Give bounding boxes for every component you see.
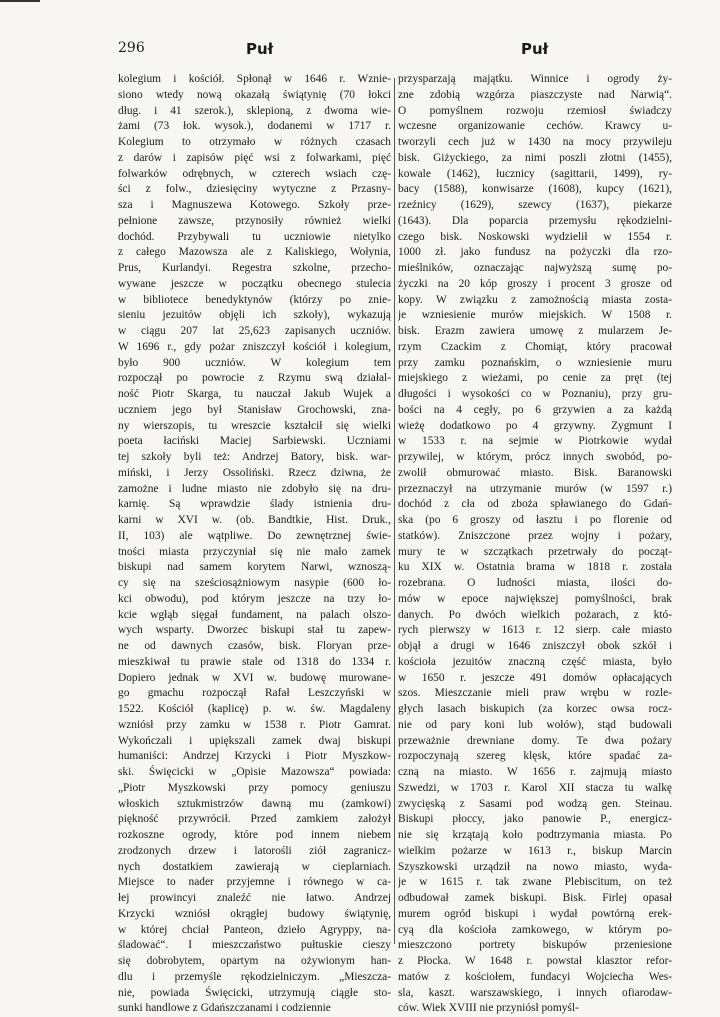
scan-edge-mark — [0, 0, 40, 2]
text-line: 1000 zł. jako fundusz na pożyczki dla rzo- — [398, 246, 672, 259]
text-line: rozkoszne ogrody, które pod innem niebem — [118, 829, 391, 841]
text-line: czego bisk. Noskowski wydzielił w 1554 r. — [398, 230, 672, 243]
text-line: kcie wgłąb sięgał fundament, na palach olszo- — [118, 608, 391, 621]
text-line: je w 1615 r. tak zwane Plebiscitum, on też — [398, 876, 672, 889]
text-line: z Płocka. W 1648 r. powstał klasztor refor- — [398, 955, 672, 967]
text-line: śladować“. I mieszczaństwo pułtuskie cieszy — [118, 939, 391, 952]
text-line: dlu i przemyśle rękodzielniczym. „Mieszcza- — [118, 970, 391, 983]
text-line: w 1533 r. na sejmie w Piotrkowie wydał — [398, 435, 672, 448]
text-line: rzeźnicy (1629), szewcy (1637), piekarze — [398, 199, 672, 211]
text-line: humaniści: Andrzej Krzycki i Piotr Myszkow- — [118, 750, 391, 763]
text-line: ku XIX w. Ostatnia brama w 1818 r. została — [398, 561, 672, 574]
text-line: głych lasach biskupich (za korzec owsa rocz- — [398, 703, 672, 715]
text-line: nie się krzątają koło podtrzymania miasta. Po — [398, 829, 672, 841]
text-line: W 1696 r., gdy pożar zniszczył kościół i kolegium, — [118, 340, 391, 353]
text-line: miejskiego z wieżami, po cenie za pręt (tej — [398, 372, 672, 385]
page-number: 296 — [118, 40, 145, 56]
text-line: dochód. Przybywali tu uczniowie nietylko — [118, 230, 391, 243]
text-line: szos. Mieszczanie mieli praw wrębu w rozle- — [398, 687, 672, 700]
text-line: długości i wysokości co w Poznaniu), przy gru- — [398, 388, 672, 400]
text-line: bisk. Giżyckiego, za nimi poszli złotni (1455), — [398, 151, 672, 164]
text-line: danych. Po dwóch wielkich pożarach, z któ- — [398, 608, 672, 621]
text-line: czną na miasto. W 1656 r. zajmują miasto — [398, 766, 672, 778]
text-line: mury te w szczątkach przetrwały do począt- — [398, 545, 672, 558]
text-line: wieżę dodatkowo po 4 grzywny. Zygmunt I — [398, 419, 672, 432]
text-line: Biskupi płoccy, jako panowie P., energicz- — [398, 813, 672, 826]
text-line: mieszczono portrety biskupów przeniesione — [398, 939, 672, 952]
text-line: przeznaczył na utrzymanie murów (w 1597 r.) — [398, 482, 672, 495]
text-line: tności miasta przyczyniał się nie mało zamek — [118, 545, 391, 558]
text-line: rozpoczął po powrocie z Rzymu swą działal- — [118, 372, 391, 385]
text-line: odbudował zamek biskupi. Bisk. Firlej opasał — [398, 892, 672, 904]
text-line: Dopiero jednak w XVI w. budowę murowane- — [118, 671, 391, 684]
text-line: Miejsce to nader przyjemne i równego w ca- — [118, 876, 391, 889]
text-line: przeważnie drewniane domy. Te dwa pożary — [398, 734, 672, 747]
text-line: kowale (1462), łucznicy (sagittarii, 1499), ry- — [398, 167, 672, 180]
text-line: karni w XVI w. (ob. Bandtkie, Hist. Druk., — [118, 514, 391, 526]
text-line: 1522. Kościół (kaplicę) p. w. św. Magdaleny — [118, 703, 391, 715]
text-line: nie od pary koni lub wołów), stąd budowali — [398, 718, 672, 731]
text-line: matów z kościołem, fundacyi Wojciecha Wes- — [398, 970, 672, 983]
text-line: karnię. Są wprawdzie ślady istnienia dru- — [118, 498, 391, 511]
text-line: Prus, Kurlandyi. Regestra szkolne, przecho- — [118, 262, 391, 274]
text-line: mów w epoce największej pomyślności, brak — [398, 592, 672, 605]
text-line: uczniem jego był Stanisław Grochowski, zna- — [118, 403, 391, 416]
text-line: ców. Wiek XVIII nie przyniósł pomyśl- — [398, 1002, 579, 1015]
text-line: ska (po 6 groszy od łasztu i po florenie od — [398, 514, 672, 526]
text-line: miński, i Jerzy Ossoliński. Rzecz dziwna, że — [118, 466, 391, 479]
text-line: dochód z cła od zboża spławianego do Gdań- — [398, 498, 672, 511]
text-line: w 1650 r. jeszcze 491 domów opłacających — [398, 671, 672, 684]
text-line: nych dostatkiem zawierają w cieplarniach. — [118, 860, 391, 873]
text-line: zwycięską z Sasami pod wodzą gen. Steinau. — [398, 797, 672, 810]
running-header-right: Puł — [521, 40, 549, 58]
right-text-column — [398, 72, 672, 1017]
text-line: ne od dawnych czasów, bisk. Floryan prze- — [118, 640, 391, 652]
text-line: Szwedzi, w 1703 r. Karol XII stacza tu walkę — [398, 781, 672, 794]
text-line: „Piotr Myszkowski przy pomocy geniuszu — [118, 781, 391, 794]
text-line: tworzyli cech już w 1430 na mocy przywileju — [398, 136, 672, 148]
text-line: wczesne organizowanie cechów. Krawcy u- — [398, 120, 672, 133]
text-line: z całego Mazowsza ale z Kaliskiego, Wołynia, — [118, 246, 391, 259]
text-line: rozebrana. O ludności miasta, ilości do- — [398, 577, 672, 589]
text-line: ski. Święcicki w „Opisie Mazowsza“ powiada: — [118, 766, 391, 778]
text-line: było 900 uczniów. W kolegium tem — [118, 356, 391, 369]
text-line: przy zamku poznańskim, o wzniesienie muru — [398, 356, 672, 369]
text-line: Kolegium to otrzymało w różnych czasach — [118, 136, 391, 148]
text-line: bisk. Erazm zawiera umowę z mularzem Je- — [398, 325, 672, 337]
text-line: Szyszkowski urządził na nowo miasto, wyda- — [398, 860, 672, 873]
text-line: pełnione zawsze, przynosiły również wielki — [118, 214, 391, 227]
column-divider — [394, 78, 395, 944]
text-line: włoskich sztukmistrzów dawną mu (zamkowi) — [118, 797, 391, 810]
text-line: Krzycki wzniósł okrągłej budowy świątynię, — [118, 907, 391, 920]
text-line: sunki handlowe z Gdańszczanami i codziennie — [118, 1002, 331, 1015]
text-line: je wzniesienie murów miejskich. W 1508 r. — [398, 309, 672, 322]
text-line: w ciągu 207 lat 25,623 zapisanych uczniów. — [118, 325, 391, 337]
text-line: bacy (1588), konwisarze (1608), kupcy (1621), — [398, 183, 672, 196]
text-line: wzniósł przy zamku w 1538 r. Piotr Gamrat. — [118, 718, 391, 731]
text-line: (1643). Dla poparcia przemysłu rękodzielni- — [398, 214, 672, 227]
text-line: murem ogród biskupi i wydał powtórną erek- — [398, 907, 672, 920]
text-line: O pomyślnem rozwoju rzemiosł świadczy — [398, 104, 672, 117]
text-line: życzki na 20 kóp groszy i procent 3 grosze od — [398, 277, 672, 290]
text-line: siono wtedy nową okazałą świątynię (70 łokci — [118, 88, 391, 101]
text-line: sza i Magnuszewa Kotowego. Szkoły prze- — [118, 199, 391, 211]
text-line: sla, kaszt. warszawskiego, i innych ofiarodaw- — [398, 986, 672, 999]
text-line: wywane jeszcze w początku obecnego stulecia — [118, 277, 391, 290]
text-line: ny wierszopis, tu wreszcie kształcił się wielki — [118, 419, 391, 432]
text-line: w której chciał Panteon, dzieło Agryppy, na- — [118, 923, 391, 936]
text-line: tej szkoły byli też: Andrzej Batory, bisk. war- — [118, 451, 391, 463]
text-line: rozpoczynają szereg klęsk, które spadać za- — [398, 750, 672, 763]
text-line: zne zdobią wzgórza piaszczyste nad Narwią“. — [398, 88, 672, 101]
text-line: cy się na sześciosążniowym nasypie (600 ło- — [118, 577, 391, 589]
text-line: dług. i 41 szerok.), sklepioną, z dwoma wie- — [118, 104, 391, 117]
text-line: przywilej, w którym, prócz innych swobód, po- — [398, 451, 672, 463]
text-line: kci obwodu), pod którym jeszcze na trzy ło- — [118, 592, 391, 605]
text-line: cyą dla kościoła zamkowego, w którym po- — [398, 923, 672, 936]
text-line: łej prowincyi znaleźć nie łatwo. Andrzej — [118, 892, 391, 904]
text-line: przysparzają majątku. Winnice i ogrody ży- — [398, 73, 672, 85]
text-line: żami (73 łok. wysok.), dodanemi w 1717 r. — [118, 120, 391, 133]
text-line: kolegium i kościół. Spłonął w 1646 r. Wznie- — [118, 73, 391, 85]
text-line: go gmachu rozpoczął Rafał Leszczyński w — [118, 687, 391, 700]
text-line: poeta łaciński Maciej Sarbiewski. Uczniami — [118, 435, 391, 448]
text-line: folwarków odrębnych, w czterech wsiach czę- — [118, 167, 391, 180]
text-line: objął a drugi w 1646 zniszczył obok szkół i — [398, 640, 672, 652]
text-line: się dobrobytem, opartym na ożywionym han- — [118, 955, 391, 967]
text-line: kościoła jezuitów znaczną część miasta, było — [398, 655, 672, 668]
text-line: w bibliotece benedyktynów (którzy po znie- — [118, 293, 391, 306]
text-line: sieniu jezuitów objęli ich szkoły), wykazują — [118, 309, 391, 322]
text-line: nie, powiada Święcicki, utrzymują ciągłe sto- — [118, 986, 391, 999]
text-line: kopy. W związku z zamożnością miasta zosta- — [398, 293, 672, 306]
text-line: Wykończali i upiększali zamek dwaj biskupi — [118, 734, 391, 747]
text-line: piękność przywrócił. Przed zamkiem założył — [118, 813, 391, 826]
text-line: II, 103) ale wątpliwe. Do zewnętrznej świe- — [118, 529, 391, 542]
text-line: z darów i zapisów pięć wsi z folwarkami, pięć — [118, 151, 391, 164]
text-line: rych pierwszy w 1613 r. 12 sierp. całe miasto — [398, 624, 672, 637]
text-line: ści z folw., dziesięciny wytyczne z Przasny- — [118, 183, 391, 196]
text-line: mieślników, oznaczając najwyższą sumę po- — [398, 262, 672, 274]
text-line: bości na 4 cegły, po 6 grzywien a za każdą — [398, 403, 672, 416]
text-line: statków). Zniszczone przez wojny i pożary, — [398, 529, 672, 542]
text-line: rzym Czackim z Chomiąt, który pracował — [398, 340, 672, 353]
left-text-column — [118, 72, 391, 1017]
text-line: mieszkiwał tu prawie stale od 1318 do 1334 r. — [118, 655, 391, 668]
text-line: zwolił obmurować miasto. Bisk. Baranowski — [398, 466, 672, 479]
text-line: zrodzonych drzew i latorośli ziół zagranicz- — [118, 844, 391, 857]
text-line: ność Piotr Skarga, tu nauczał Jakub Wujek a — [118, 388, 391, 400]
text-line: biskupi nad samem korytem Narwi, wznoszą- — [118, 561, 391, 574]
running-header-left: Puł — [246, 40, 274, 58]
text-line: zamożne i ludne miasto nie zdobyło się na dru- — [118, 482, 391, 495]
text-line: wych wsparty. Dworzec biskupi stał tu zapew- — [118, 624, 391, 637]
text-line: wielkim pożarze w 1613 r., biskup Marcin — [398, 844, 672, 857]
